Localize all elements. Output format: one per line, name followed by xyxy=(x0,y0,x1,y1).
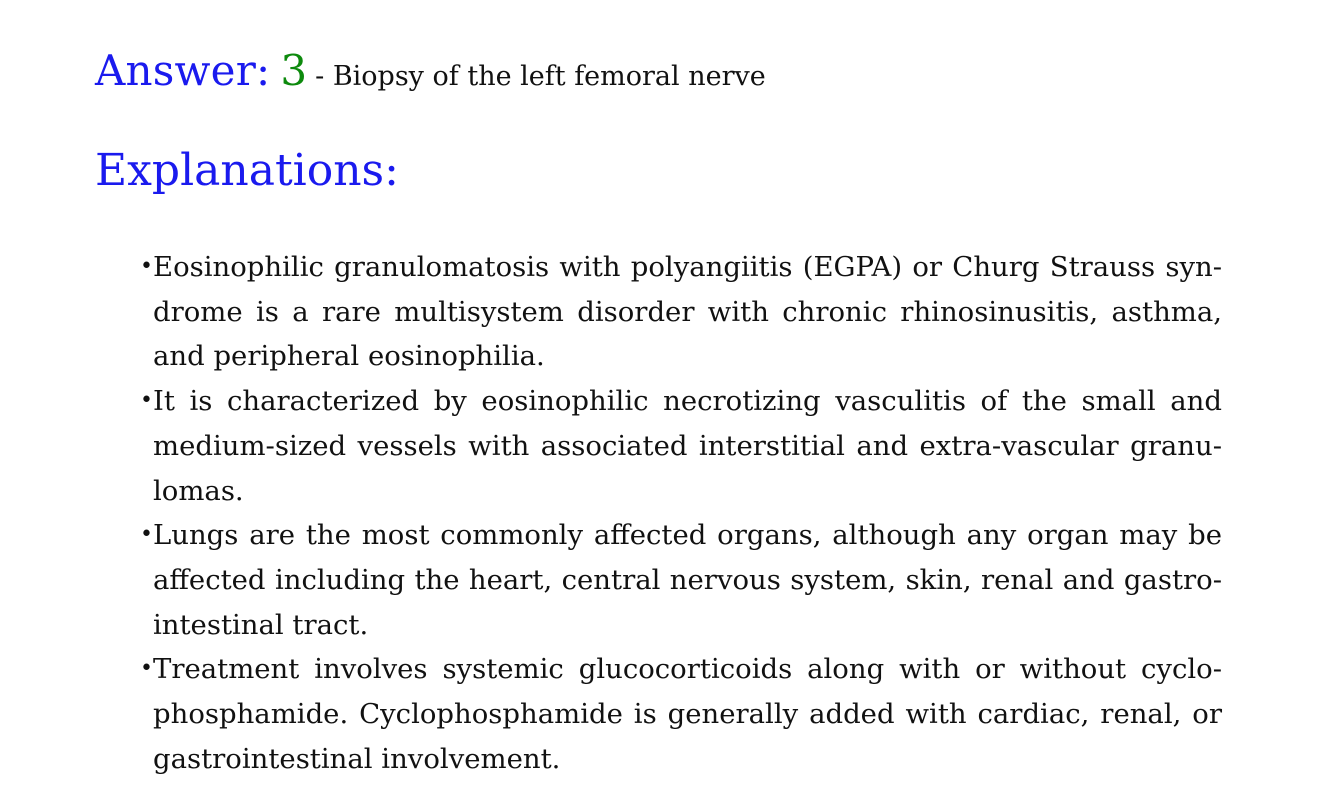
explanations-heading: Explanations: xyxy=(95,145,399,196)
explanation-item-1 xyxy=(140,245,1222,379)
explanation-item-2 xyxy=(140,379,1222,513)
explanation-text: Eosinophilic granulomatosis with polyangiitis (EGPA) or Churg Strauss syndrome is a rare multisystem disorder with chronic rhinosinusitis, asthma, and peripheral eosinophilia. xyxy=(153,251,1222,373)
explanation-text: Lungs are the most commonly affected organs, although any organ may be affected including the heart, central nervous system, skin, renal and gastrointestinal tract. xyxy=(153,519,1222,641)
answer-label: Answer: xyxy=(95,46,271,95)
answer-line xyxy=(95,46,766,95)
explanation-item-3 xyxy=(140,513,1222,647)
explanation-text: Treatment involves systemic glucocorticoids along with or without cyclophosphamide. Cyclophosphamide is generally added with cardiac, renal, or gastrointestinal involvement. xyxy=(153,653,1222,775)
answer-text: - Biopsy of the left femoral nerve xyxy=(315,61,766,92)
bullet-icon: • xyxy=(140,388,153,414)
bullet-icon: • xyxy=(140,254,153,279)
explanations-list xyxy=(140,245,1222,781)
answer-number: 3 xyxy=(280,46,308,95)
bullet-icon: • xyxy=(140,522,153,548)
bullet-icon: • xyxy=(140,656,153,682)
explanation-item-4 xyxy=(140,647,1222,781)
explanation-text: It is characterized by eosinophilic necrotizing vasculitis of the small and medium-sized vessels with associated interstitial and extra-vascular granulomas. xyxy=(153,385,1222,507)
